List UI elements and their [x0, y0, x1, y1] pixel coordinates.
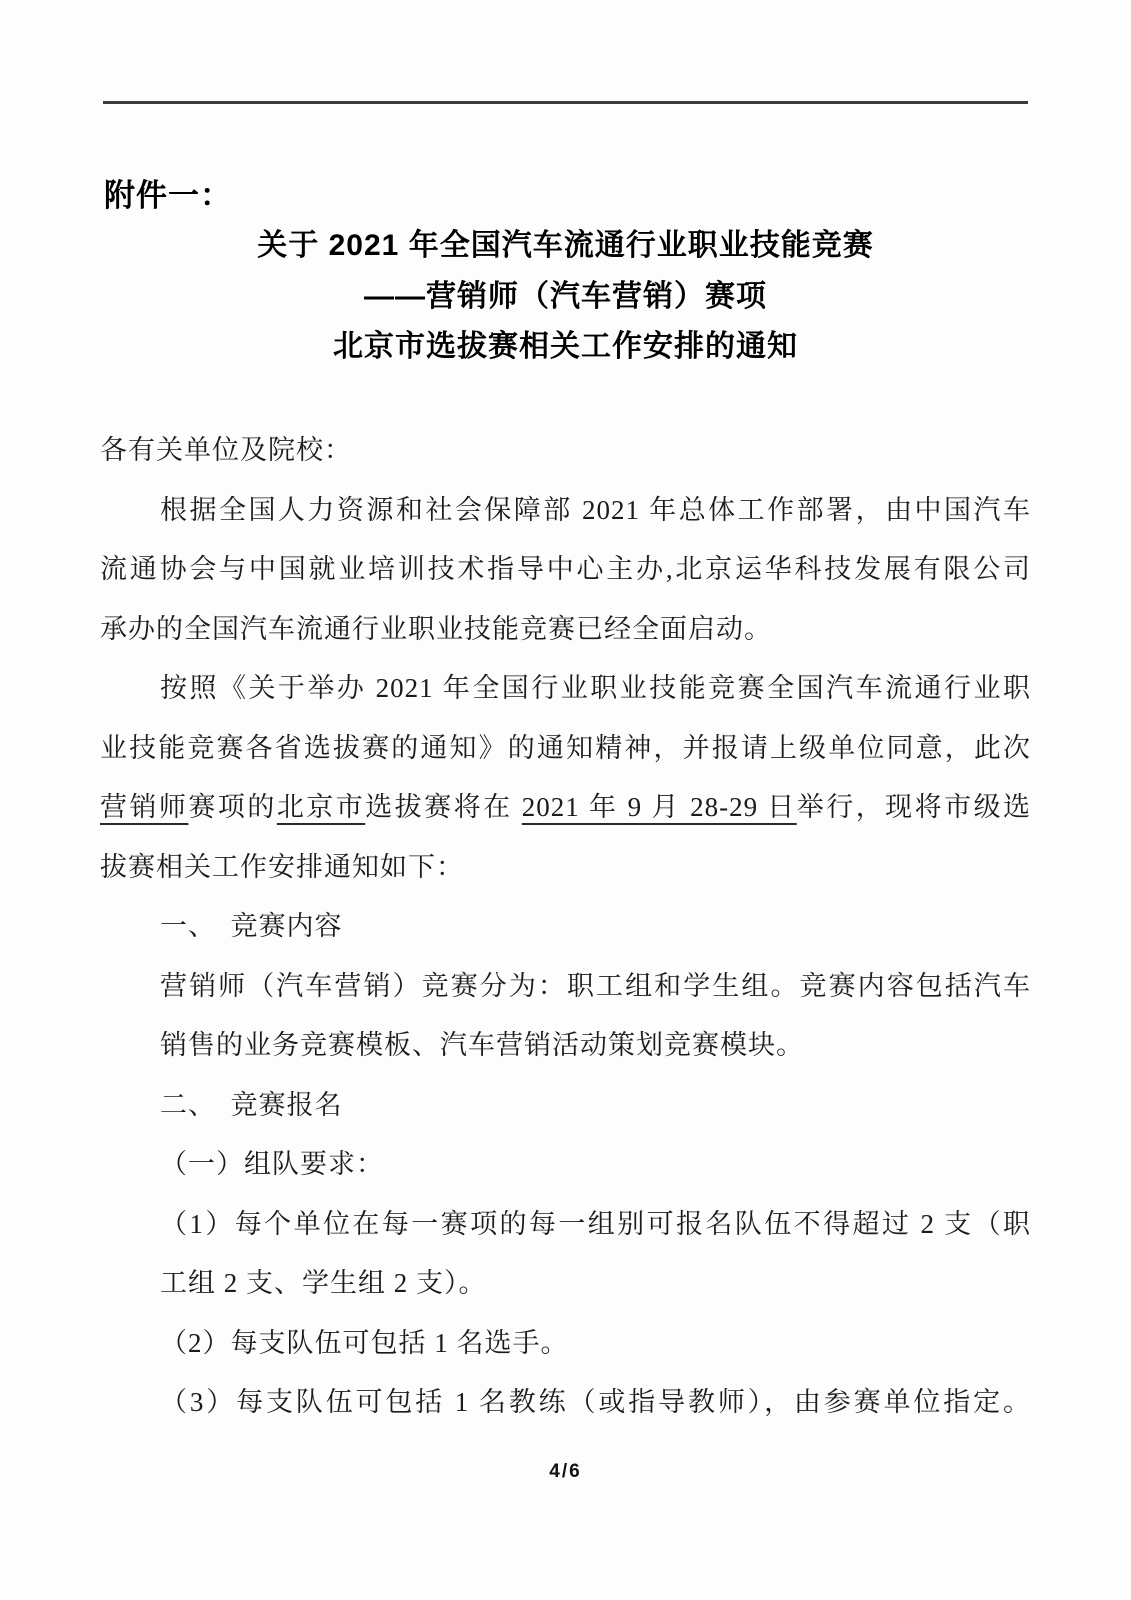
title-line-2: ——营销师（汽车营销）赛项: [364, 279, 767, 313]
underlined-event-date: 2021 年 9 月 28-29 日: [521, 792, 797, 822]
section1-line-2: 销售的业务竞赛模板、汽车营销活动策划竞赛模块。: [160, 1030, 804, 1060]
para2-line-3-text-2: 选拔赛将在: [365, 792, 522, 822]
para1-line-3: 承办的全国汽车流通行业职业技能竞赛已经全面启动。: [100, 613, 772, 644]
section2-item2: （2）每支队伍可包括 1 名选手。: [160, 1327, 569, 1358]
section2-item3: （3）每支队伍可包括 1 名教练（或指导教师），由参赛单位指定。: [160, 1387, 1031, 1417]
salutation-line: 各有关单位及院校：: [100, 435, 352, 465]
para2-line-3-text-1: 赛项的: [188, 792, 277, 822]
underlined-event-name: 营销师: [100, 792, 189, 822]
section2-item1-line-2: 工组 2 支、学生组 2 支）。: [160, 1268, 487, 1298]
para2-line-3-text-3: 举行，现将市级选: [796, 792, 1031, 822]
attachment-label: 附件一：: [104, 178, 232, 213]
section1-line-1: 营销师（汽车营销）竞赛分为：职工组和学生组。竞赛内容包括汽车: [160, 970, 1031, 1001]
para2-line-2: 业技能竞赛各省选拔赛的通知》的通知精神，并报请上级单位同意，此次: [100, 732, 1031, 763]
page-number: 4/6: [549, 1461, 582, 1482]
section2-sub1-heading: （一）组队要求：: [160, 1149, 384, 1179]
section2-heading: 二、 竞赛报名: [160, 1089, 343, 1120]
para1-line-2: 流通协会与中国就业培训技术指导中心主办,北京运华科技发展有限公司: [100, 554, 1031, 584]
title-line-3: 北京市选拔赛相关工作安排的通知: [333, 330, 798, 363]
para2-line-4: 拔赛相关工作安排通知如下：: [100, 851, 464, 882]
document-title: [100, 221, 1031, 373]
underlined-city-name: 北京市: [276, 792, 366, 822]
document-body: [100, 421, 1031, 1433]
section2-item1-line-1: （1）每个单位在每一赛项的每一组别可报名队伍不得超过 2 支（职: [160, 1208, 1031, 1239]
para2-line-3: [100, 778, 1031, 838]
title-line-1: 关于 2021 年全国汽车流通行业职业技能竞赛: [257, 229, 874, 262]
para2-line-1: 按照《关于举办 2021 年全国行业职业技能竞赛全国汽车流通行业职: [160, 673, 1031, 703]
section1-heading: 一、 竞赛内容: [160, 911, 343, 941]
header-rule: [103, 101, 1028, 104]
para1-line-1: 根据全国人力资源和社会保障部 2021 年总体工作部署，由中国汽车: [160, 494, 1031, 525]
